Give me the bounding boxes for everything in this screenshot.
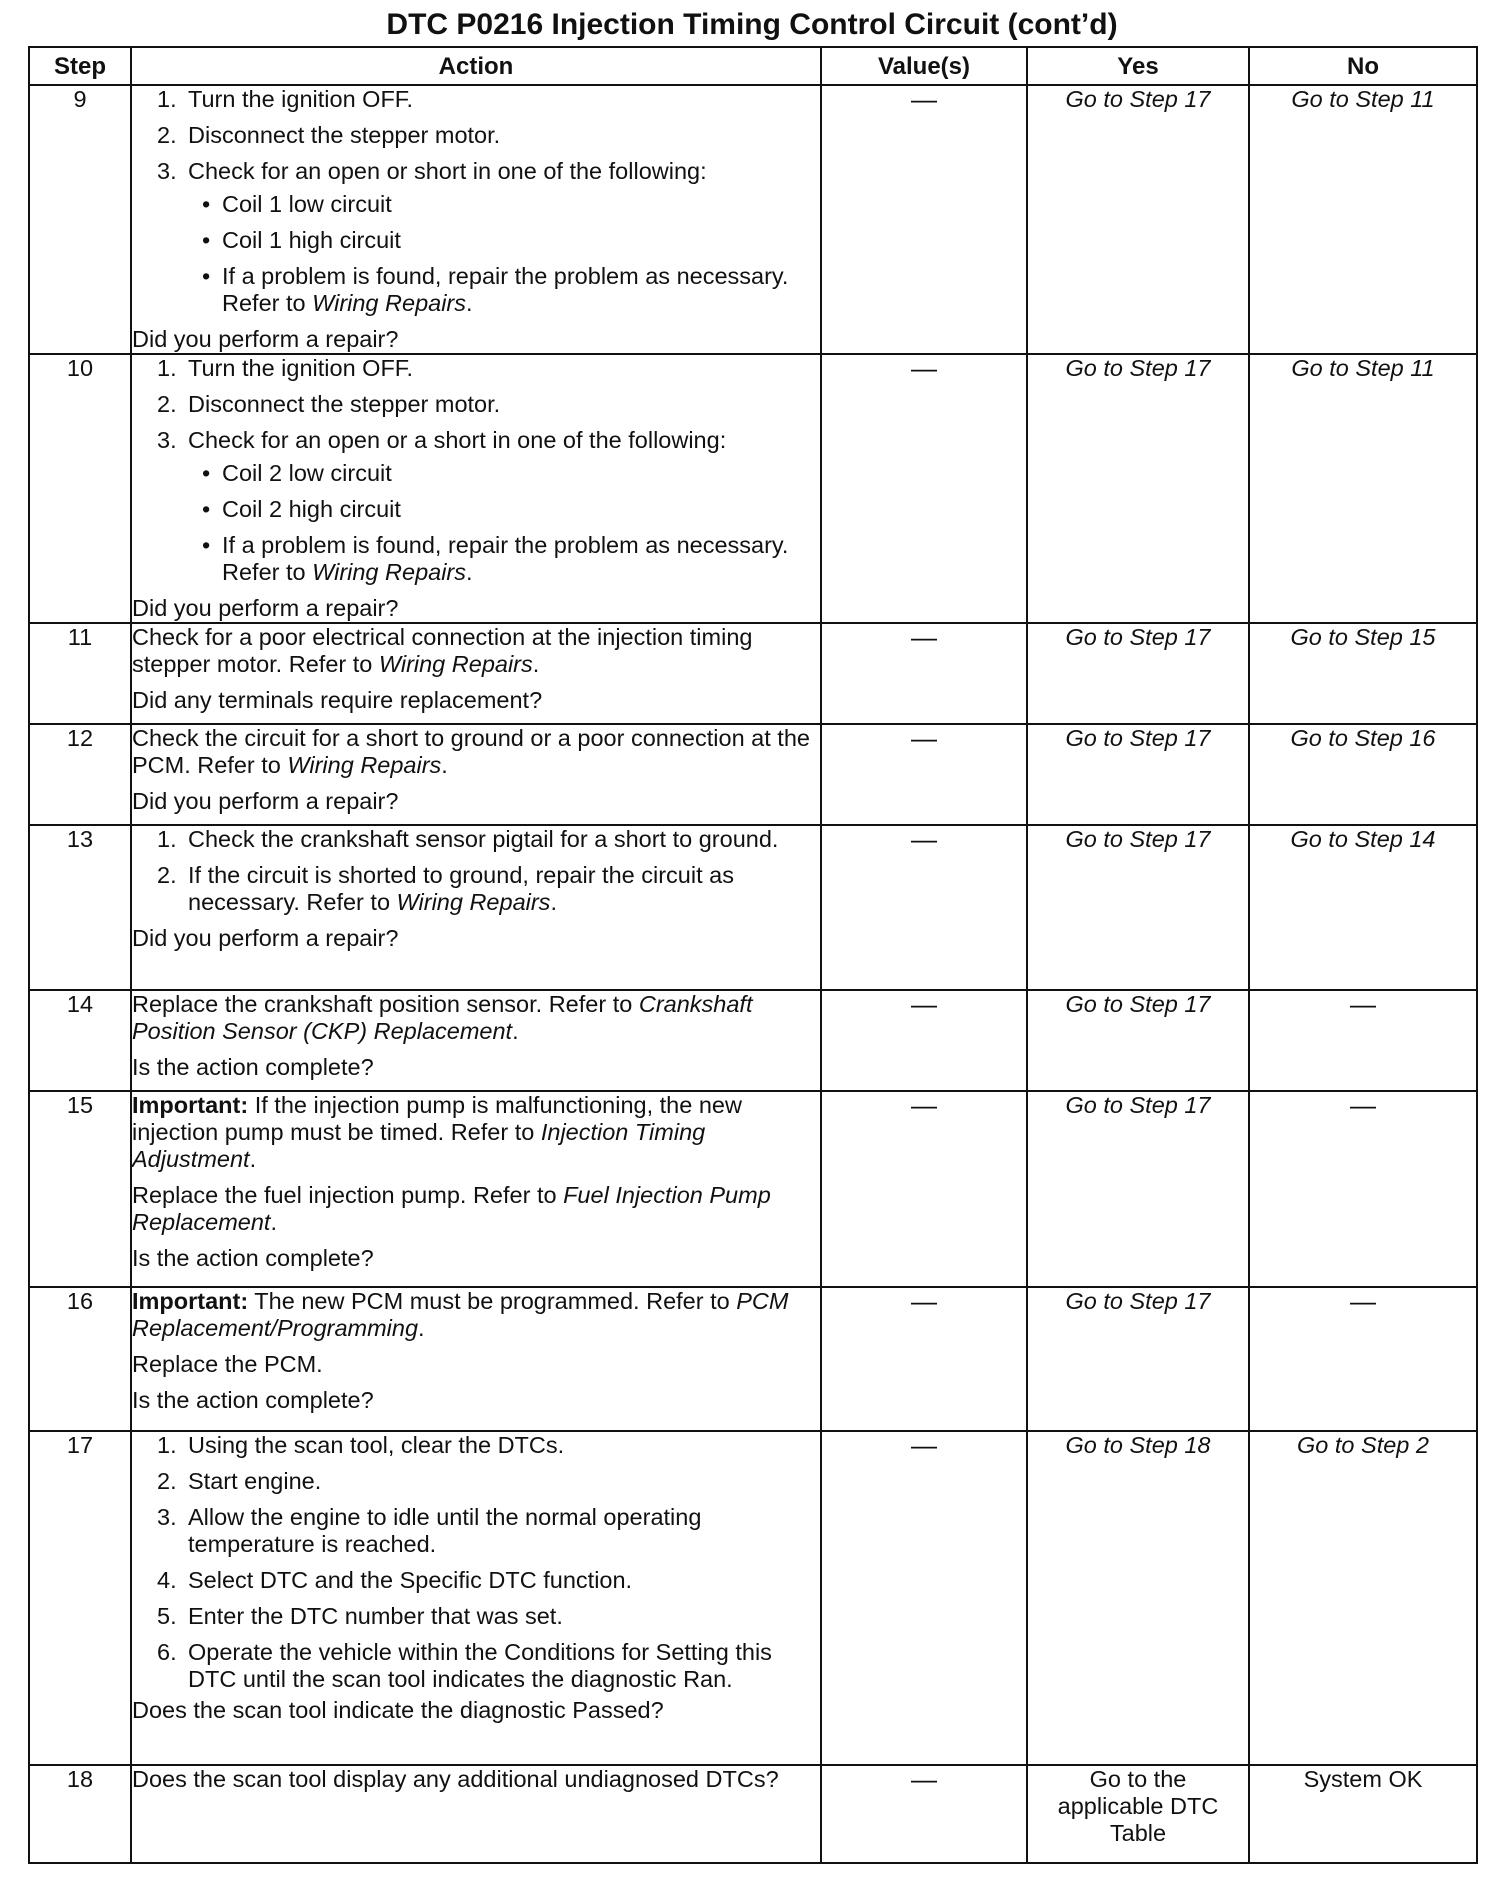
action-cell	[131, 990, 821, 1091]
action-question: Does the scan tool indicate the diagnostic Passed?	[132, 1697, 664, 1723]
header-no: No	[1249, 47, 1477, 85]
no-cell: —	[1249, 990, 1477, 1091]
reference-link-text: Wiring Repairs	[396, 889, 551, 915]
action-text: Replace the fuel injection pump. Refer to Fuel Injection Pump Replacement.	[132, 1182, 771, 1235]
action-question: Did you perform a repair?	[132, 925, 399, 951]
table-row	[29, 85, 1477, 354]
action-item: 2. Disconnect the stepper motor.	[157, 391, 501, 417]
yes-cell: Go to Step 17	[1027, 85, 1249, 354]
value-cell: —	[821, 825, 1027, 990]
action-question: Does the scan tool display any additional undiagnosed DTCs?	[132, 1766, 779, 1792]
action-cell	[131, 825, 821, 990]
reference-link-text: Crankshaft Position Sensor (CKP) Replacement	[132, 991, 753, 1044]
yes-cell: Go to Step 18	[1027, 1431, 1249, 1765]
action-text: Check for a poor electrical connection at the injection timing stepper motor. Refer to Wiring Repairs.	[132, 624, 753, 677]
table-row	[29, 1765, 1477, 1863]
important-note: Important: If the injection pump is malfunctioning, the new injection pump must be timed. Refer to Injection Timing Adjustment.	[132, 1092, 742, 1172]
header-action: Action	[131, 47, 821, 85]
important-note: Important: The new PCM must be programmed. Refer to PCM Replacement/Programming.	[132, 1288, 789, 1341]
header-values: Value(s)	[821, 47, 1027, 85]
step-number: 15	[29, 1091, 131, 1287]
action-cell	[131, 85, 821, 354]
yes-cell: Go to Step 17	[1027, 623, 1249, 724]
table-row	[29, 623, 1477, 724]
action-item: 1. Turn the ignition OFF.	[157, 355, 414, 381]
action-question: Did any terminals require replacement?	[132, 687, 543, 713]
header-step: Step	[29, 47, 131, 85]
value-cell: —	[821, 724, 1027, 825]
action-question: Did you perform a repair?	[132, 326, 399, 352]
reference-link-text: Wiring Repairs	[312, 290, 467, 316]
action-item: 4. Select DTC and the Specific DTC function.	[157, 1567, 633, 1593]
action-item: 1. Turn the ignition OFF.	[157, 86, 414, 112]
yes-cell: Go to Step 17	[1027, 825, 1249, 990]
table-row	[29, 825, 1477, 990]
no-cell: Go to Step 11	[1249, 354, 1477, 623]
no-cell: System OK	[1249, 1765, 1477, 1863]
important-label: Important:	[132, 1288, 249, 1314]
action-item: 3. Check for an open or a short in one of the following: • Coil 2 low circuit • Coil 2 high circuit • If a problem is found, repair the problem as necessary. Refer to Wiring Repairs.	[132, 427, 820, 586]
action-question: Did you perform a repair?	[132, 788, 399, 814]
action-question: Is the action complete?	[132, 1054, 374, 1080]
value-cell: —	[821, 354, 1027, 623]
value-cell: —	[821, 1091, 1027, 1287]
step-number: 13	[29, 825, 131, 990]
reference-link-text: Injection Timing Adjustment	[132, 1119, 706, 1172]
step-number: 9	[29, 85, 131, 354]
value-cell: —	[821, 623, 1027, 724]
value-cell: —	[821, 1431, 1027, 1765]
step-number: 16	[29, 1287, 131, 1431]
important-label: Important:	[132, 1092, 249, 1118]
value-cell: —	[821, 1765, 1027, 1863]
action-item: 2. If the circuit is shorted to ground, repair the circuit as necessary. Refer to Wiring Repairs.	[157, 862, 734, 915]
reference-link-text: Fuel Injection Pump Replacement	[132, 1182, 771, 1235]
no-cell: —	[1249, 1287, 1477, 1431]
bullet-item: • Coil 2 high circuit	[188, 496, 820, 523]
bullet-item: • Coil 2 low circuit	[188, 460, 820, 487]
no-cell: Go to Step 11	[1249, 85, 1477, 354]
action-item: 3. Allow the engine to idle until the normal operating temperature is reached.	[157, 1504, 702, 1557]
action-cell	[131, 724, 821, 825]
no-cell: Go to Step 14	[1249, 825, 1477, 990]
yes-cell: Go to the applicable DTC Table	[1027, 1765, 1249, 1863]
bullet-item: • If a problem is found, repair the problem as necessary. Refer to Wiring Repairs.	[188, 532, 820, 586]
table-row	[29, 1431, 1477, 1765]
action-item: 2. Start engine.	[157, 1468, 322, 1494]
step-number: 14	[29, 990, 131, 1091]
yes-cell: Go to Step 17	[1027, 990, 1249, 1091]
action-text: Replace the PCM.	[132, 1351, 323, 1377]
bullet-item: • Coil 1 high circuit	[188, 227, 820, 254]
reference-link-text: Wiring Repairs	[312, 559, 467, 585]
action-item: 5. Enter the DTC number that was set.	[157, 1603, 563, 1629]
step-number: 17	[29, 1431, 131, 1765]
yes-cell: Go to Step 17	[1027, 354, 1249, 623]
action-question: Is the action complete?	[132, 1245, 374, 1271]
yes-cell: Go to Step 17	[1027, 1091, 1249, 1287]
value-cell: —	[821, 990, 1027, 1091]
step-number: 18	[29, 1765, 131, 1863]
step-number: 12	[29, 724, 131, 825]
header-row	[29, 47, 1477, 85]
action-question: Did you perform a repair?	[132, 595, 399, 621]
step-number: 11	[29, 623, 131, 724]
reference-link-text: PCM Replacement/Programming	[132, 1288, 789, 1341]
bullet-item: • Coil 1 low circuit	[188, 191, 820, 218]
action-item: 1. Check the crankshaft sensor pigtail for a short to ground.	[157, 826, 779, 852]
diagnostic-table	[28, 46, 1478, 1864]
yes-cell: Go to Step 17	[1027, 1287, 1249, 1431]
action-item: 6. Operate the vehicle within the Conditions for Setting this DTC until the scan tool indicates the diagnostic Ran.	[157, 1639, 772, 1692]
action-question: Is the action complete?	[132, 1387, 374, 1413]
action-item: 3. Check for an open or short in one of the following: • Coil 1 low circuit • Coil 1 high circuit • If a problem is found, repair the problem as necessary. Refer to Wiring Repairs.	[132, 158, 820, 317]
action-text: Check the circuit for a short to ground or a poor connection at the PCM. Refer to Wiring Repairs.	[132, 725, 810, 778]
table-row	[29, 724, 1477, 825]
no-cell: Go to Step 15	[1249, 623, 1477, 724]
action-cell	[131, 1287, 821, 1431]
step-number: 10	[29, 354, 131, 623]
no-cell: Go to Step 2	[1249, 1431, 1477, 1765]
table-row	[29, 990, 1477, 1091]
document-title: DTC P0216 Injection Timing Control Circuit (cont’d)	[386, 8, 1118, 41]
header-yes: Yes	[1027, 47, 1249, 85]
table-row	[29, 1091, 1477, 1287]
table-row	[29, 354, 1477, 623]
action-cell	[131, 1091, 821, 1287]
value-cell: —	[821, 85, 1027, 354]
action-cell	[131, 354, 821, 623]
reference-link-text: Wiring Repairs	[378, 651, 533, 677]
action-cell	[131, 1431, 821, 1765]
action-cell	[131, 1765, 821, 1863]
action-item: 2. Disconnect the stepper motor.	[157, 122, 501, 148]
action-cell	[131, 623, 821, 724]
action-item: 1. Using the scan tool, clear the DTCs.	[157, 1432, 565, 1458]
yes-cell: Go to Step 17	[1027, 724, 1249, 825]
reference-link-text: Wiring Repairs	[287, 752, 442, 778]
bullet-item: • If a problem is found, repair the problem as necessary. Refer to Wiring Repairs.	[188, 263, 820, 317]
no-cell: Go to Step 16	[1249, 724, 1477, 825]
value-cell: —	[821, 1287, 1027, 1431]
table-row	[29, 1287, 1477, 1431]
action-text: Replace the crankshaft position sensor. Refer to Crankshaft Position Sensor (CKP) Replacement.	[132, 991, 753, 1044]
no-cell: —	[1249, 1091, 1477, 1287]
